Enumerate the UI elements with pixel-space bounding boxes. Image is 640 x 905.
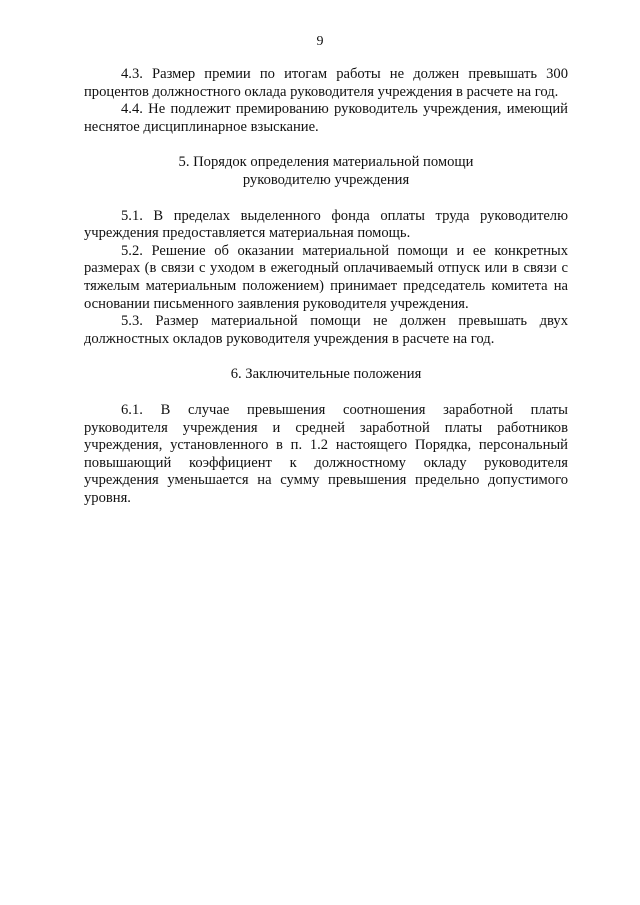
page-number: 9 bbox=[316, 34, 324, 49]
section-5-heading-line1: 5. Порядок определения материальной помощи bbox=[178, 154, 474, 171]
paragraph-4-3: 4.3. Размер премии по итогам работы не должен превышать 300 процентов должностного оклада руководителя учреждения в расчете на год. bbox=[84, 66, 568, 100]
section-6-heading: 6. Заключительные положения bbox=[230, 366, 422, 383]
document-body bbox=[84, 66, 568, 507]
section-5-body bbox=[84, 208, 568, 349]
section-6-body bbox=[84, 402, 568, 508]
section-5-heading bbox=[84, 154, 568, 189]
paragraph-5-3: 5.3. Размер материальной помощи не должен превышать двух должностных окладов руководителя учреждения в расчете на год. bbox=[84, 313, 568, 347]
paragraph-5-2: 5.2. Решение об оказании материальной помощи и ее конкретных размерах (в связи с уходом в ежегодный оплачиваемый отпуск или в связи с тяжелым материальным положением) принимает председатель комитета на основании письменного заявления руководителя учреждения. bbox=[84, 242, 568, 312]
paragraph-4-4: 4.4. Не подлежит премированию руководитель учреждения, имеющий неснятое дисциплинарное взыскание. bbox=[84, 101, 568, 135]
paragraph-5-1: 5.1. В пределах выделенного фонда оплаты труда руководителю учреждения предоставляется материальная помощь. bbox=[84, 207, 568, 242]
paragraph-6-1: 6.1. В случае превышения соотношения заработной платы руководителя учреждения и средней заработной платы работников учреждения, установленного в п. 1.2 настоящего Порядка, персональный повышающий коэффициент к должностному окладу руководителя учреждения уменьшается на сумму превышения предельно допустимого уровня. bbox=[84, 401, 568, 506]
section-5-heading-line2: руководителю учреждения bbox=[242, 171, 410, 188]
